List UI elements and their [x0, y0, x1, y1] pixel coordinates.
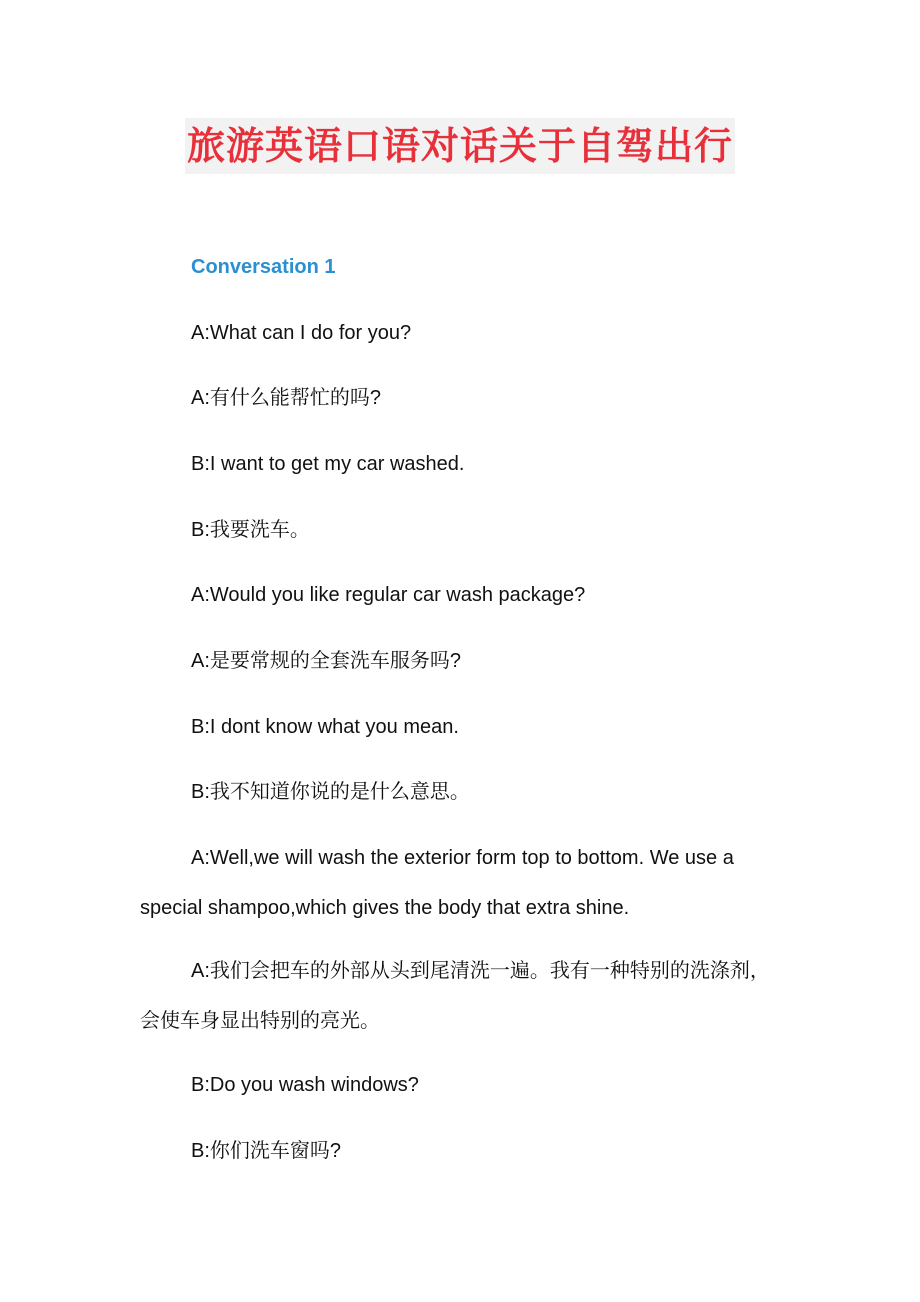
page-title: 旅游英语口语对话关于自驾出行: [185, 118, 735, 174]
dialogue-line: B:你们洗车窗吗?: [191, 1140, 342, 1162]
dialogue-line: B:I want to get my car washed.: [191, 453, 465, 475]
dialogue-line: A:What can I do for you?: [191, 322, 412, 344]
dialogue-line: B:I dont know what you mean.: [191, 716, 459, 738]
section-heading: Conversation 1: [191, 256, 336, 278]
dialogue-line: B:Do you wash windows?: [191, 1074, 419, 1096]
dialogue-line: A:Would you like regular car wash package?: [191, 584, 586, 606]
dialogue-line: B:我要洗车。: [191, 519, 310, 541]
dialogue-paragraph: A:Well,we will wash the exterior form top to bottom. We use a special shampoo,which gives the body that extra shine.: [140, 847, 734, 919]
title-container: [0, 118, 920, 174]
dialogue-paragraph: A:我们会把车的外部从头到尾清洗一遍。我有一种特别的洗涤剂，会使车身显出特别的亮光。: [140, 960, 770, 1032]
dialogue-line: A:是要常规的全套洗车服务吗?: [191, 650, 462, 672]
dialogue-line: A:有什么能帮忙的吗?: [191, 387, 382, 409]
dialogue-line: B:我不知道你说的是什么意思。: [191, 781, 470, 803]
